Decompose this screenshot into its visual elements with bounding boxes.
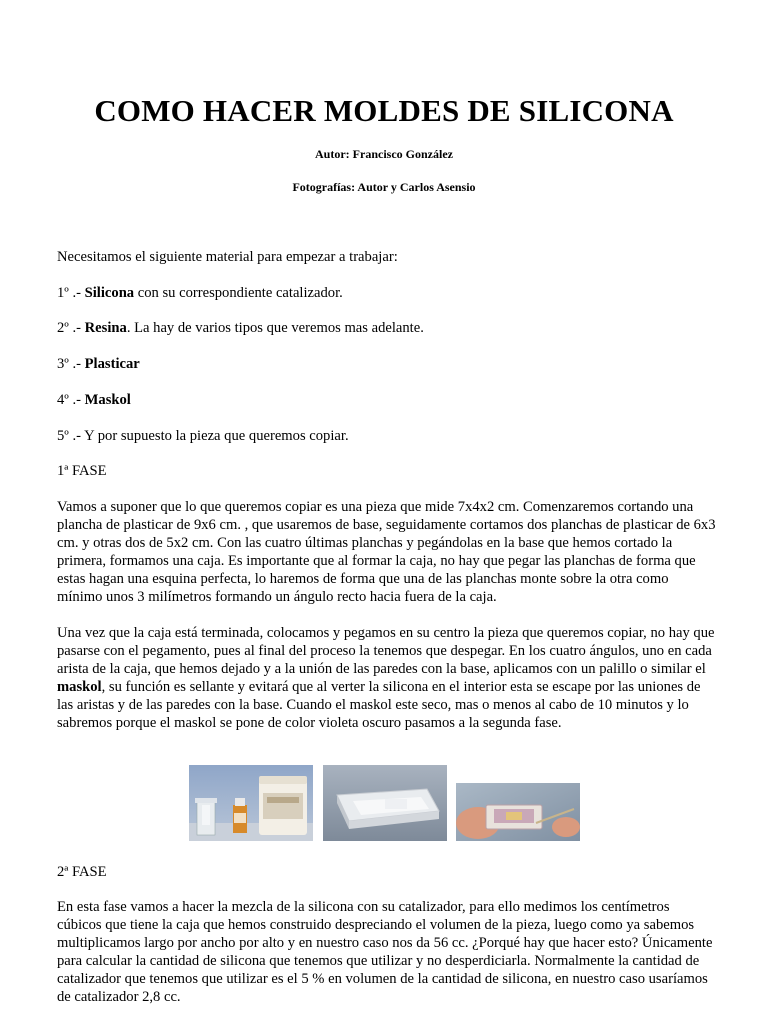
material-item-1: 1º .- Silicona con su correspondiente catalizador.	[57, 285, 343, 301]
material-item-4: 4º .- Maskol	[57, 392, 131, 408]
phase1-paragraph-1: Vamos a suponer que lo que queremos copiar es una pieza que mide 7x4x2 cm. Comenzaremos cortando una plancha de plasticar de 9x6 cm. , que usaremos de base, seguidamente cortamos dos planchas de plasticar de 6x3 cm. y otras dos de 5x2 cm. Con las cuatro últimas planchas y pegándolas en la base que hemos cortado la primera, formamos una caja. Es importante que al formar la caja, no hay que pegar las planchas de forma que estas hagan una esquina perfecta, lo haremos de forma que una de las planchas monte sobre la otra como mínimo unos 3 milímetros formando un ángulo recto hacia fuera de la caja.	[57, 499, 716, 605]
material-item-2: 2º .- Resina. La hay de varios tipos que veremos mas adelante.	[57, 320, 424, 336]
phase2-heading: 2ª FASE	[57, 864, 107, 880]
photo-credit-line: Fotografías: Autor y Carlos Asensio	[292, 180, 476, 194]
intro-paragraph: Necesitamos el siguiente material para empezar a trabajar:	[57, 249, 398, 265]
photo-applying-maskol	[456, 783, 580, 841]
photo-plasticar-box	[323, 765, 447, 841]
material-item-3: 3º .- Plasticar	[57, 356, 140, 372]
author-line: Autor: Francisco González	[315, 147, 453, 161]
material-item-5: 5º .- Y por supuesto la pieza que queremos copiar.	[57, 428, 349, 444]
phase1-heading: 1ª FASE	[57, 463, 107, 479]
document-title: COMO HACER MOLDES DE SILICONA	[94, 93, 674, 128]
phase1-paragraph-2: Una vez que la caja está terminada, colocamos y pegamos en su centro la pieza que queremos copiar, no hay que pasarse con el pegamento, pues al final del proceso la tenemos que despegar. En los cuatro ángulos, uno en cada arista de la caja, que hemos dejado y a la unión de las paredes con la base, aplicamos con un palillo o similar el maskol, su función es sellante y evitará que al verter la silicona en el interior esta se escape por las uniones de las aristas y de las paredes con la base. Cuando el maskol este seco, mas o menos al cabo de 10 minutos y lo sabremos porque el maskol se pone de color violeta oscuro pasamos a la segunda fase.	[57, 625, 715, 731]
photo-materials	[189, 765, 313, 841]
phase2-paragraph-1: En esta fase vamos a hacer la mezcla de la silicona con su catalizador, para ello medimos los centímetros cúbicos que tiene la caja que hemos construido despreciando el volumen de la pieza, luego como ya sabemos multiplicamos largo por ancho por alto y en nuestro caso nos da 56 cc. ¿Porqué hay que hacer esto? Únicamente para calcular la cantidad de silicona que tenemos que utilizar y no desperdiciarla. Normalmente la cantidad de catalizador que tenemos que utilizar es el 5 % en volumen de la cantidad de silicona, en nuestro caso usaríamos de catalizador 2,8 cc.	[57, 899, 713, 1005]
